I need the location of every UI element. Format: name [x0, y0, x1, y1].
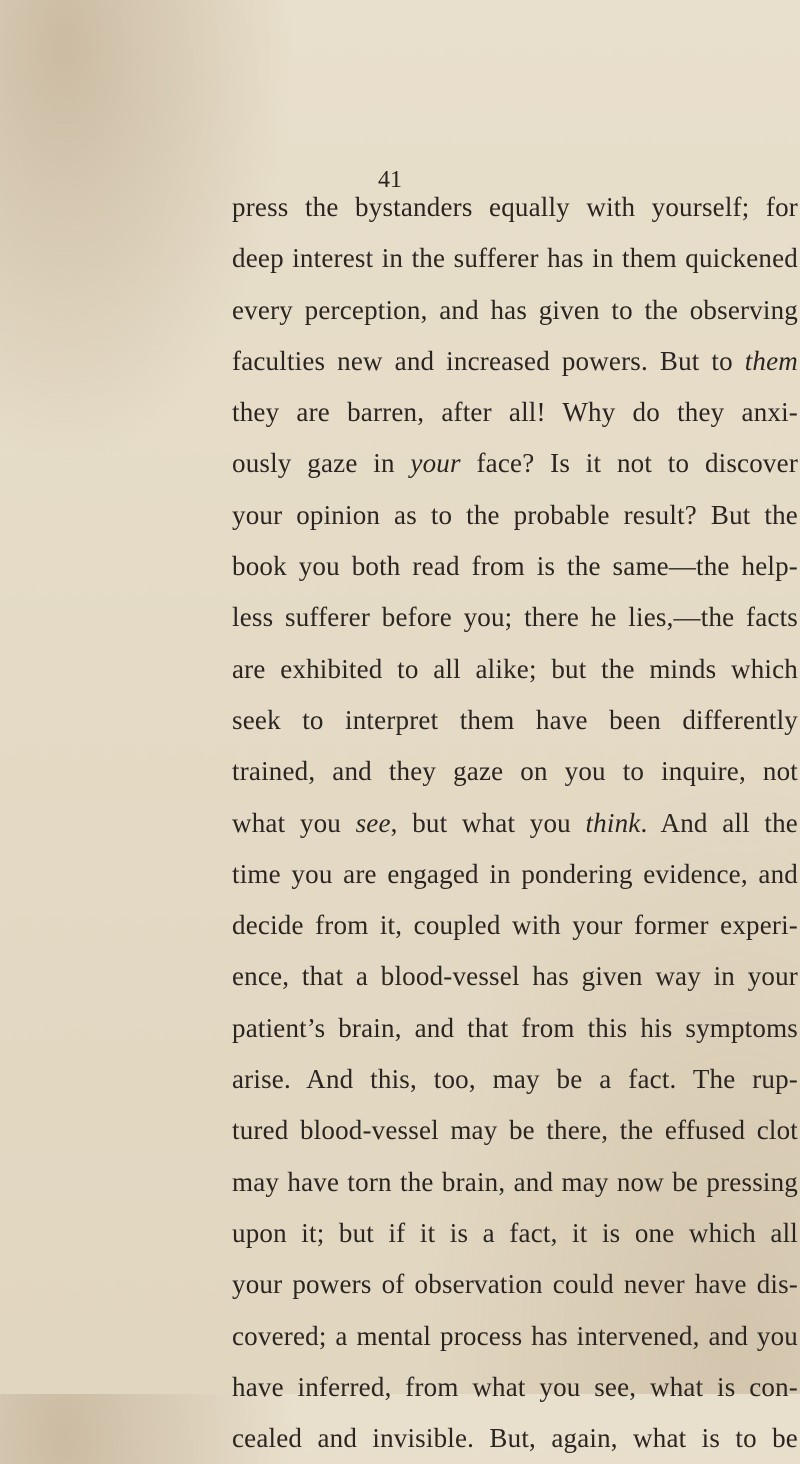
text-line	[232, 746, 798, 797]
text-segment: every perception, and has given to the observing	[232, 294, 798, 325]
text-line	[232, 592, 798, 643]
body-text	[232, 182, 798, 1464]
text-segment: decide from it, coupled with your former experi-	[232, 910, 798, 941]
text-line	[232, 490, 798, 541]
text-line	[232, 644, 798, 695]
text-segment: may have torn the brain, and may now be pressing	[232, 1166, 798, 1197]
text-segment: your powers of observation could never have dis-	[232, 1269, 798, 1300]
text-segment: face? Is it not to discover	[460, 448, 799, 479]
text-line	[232, 1105, 798, 1156]
text-segment: seek to interpret them have been differently	[232, 704, 798, 735]
text-segment: faculties new and increased powers. But to	[232, 345, 745, 376]
text-segment: arise. And this, too, may be a fact. The rup-	[232, 1064, 798, 1095]
text-line	[232, 1003, 798, 1054]
text-line	[232, 1054, 798, 1105]
text-line	[232, 387, 798, 438]
text-segment: upon it; but if it is a fact, it is one which all	[232, 1217, 798, 1248]
text-line	[232, 798, 798, 849]
text-line	[232, 233, 798, 284]
text-line	[232, 1311, 798, 1362]
text-line	[232, 1413, 798, 1464]
text-segment: time you are engaged in pondering evidence, and	[232, 858, 798, 889]
text-segment: book you both read from is the same—the help-	[232, 551, 798, 582]
text-segment: ence, that a blood-vessel has given way in your	[232, 961, 798, 992]
text-segment: ously gaze in	[232, 448, 411, 479]
text-line	[232, 1208, 798, 1259]
text-line	[232, 541, 798, 592]
text-line	[232, 285, 798, 336]
text-line	[232, 1157, 798, 1208]
text-segment: are exhibited to all alike; but the minds which	[232, 653, 798, 684]
text-line	[232, 438, 798, 489]
text-segment: what you	[232, 807, 356, 838]
text-line	[232, 849, 798, 900]
italic-text-segment: think	[585, 807, 641, 838]
text-line	[232, 900, 798, 951]
text-segment: press the bystanders equally with yourself; for	[232, 192, 798, 222]
italic-text-segment: them	[744, 345, 798, 376]
text-segment: have inferred, from what you see, what is con-	[232, 1371, 798, 1402]
text-line	[232, 1259, 798, 1310]
italic-text-segment: your	[410, 448, 461, 479]
text-line	[232, 336, 798, 387]
text-segment: patient’s brain, and that from this his symptoms	[232, 1012, 798, 1043]
text-segment: your opinion as to the probable result? But the	[232, 499, 798, 530]
text-segment: they are barren, after all! Why do they anxi-	[232, 397, 798, 428]
text-segment: tured blood-vessel may be there, the effused clot	[232, 1115, 798, 1146]
text-line	[232, 695, 798, 746]
text-segment: less sufferer before you; there he lies,—the facts	[232, 602, 798, 633]
text-segment: cealed and invisible. But, again, what is to be	[232, 1423, 798, 1454]
text-line	[232, 182, 798, 233]
text-segment: , but what you	[390, 807, 586, 838]
text-line	[232, 951, 798, 1002]
text-segment: . And all the	[640, 807, 798, 838]
text-segment: deep interest in the sufferer has in them quickened	[232, 243, 798, 274]
italic-text-segment: see	[355, 807, 391, 838]
page-number: 41	[378, 167, 402, 193]
text-segment: covered; a mental process has intervened, and you	[232, 1320, 798, 1351]
text-segment: trained, and they gaze on you to inquire, not	[232, 756, 798, 787]
text-line	[232, 1362, 798, 1413]
